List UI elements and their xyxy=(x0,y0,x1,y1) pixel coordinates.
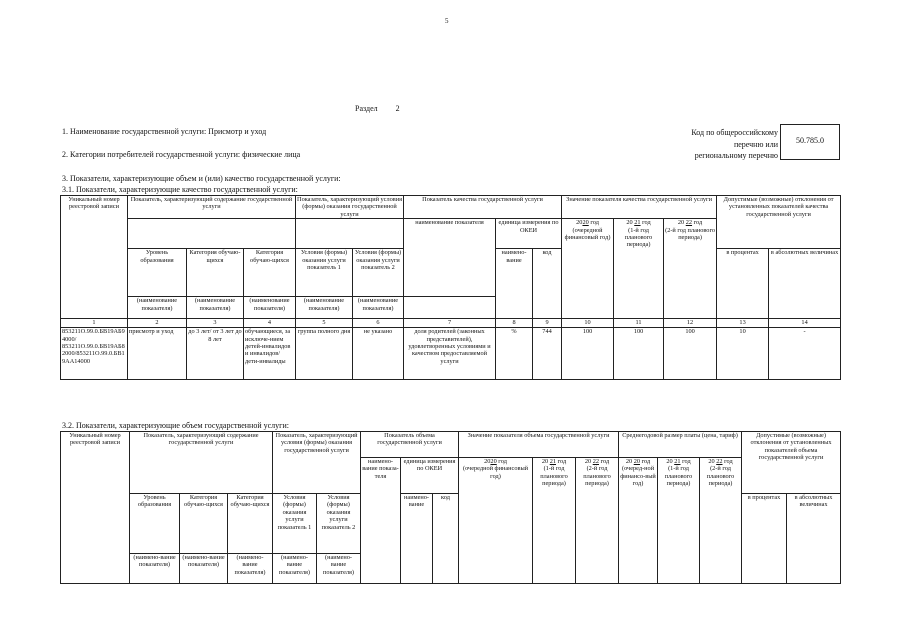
q-col-number: 3 xyxy=(187,319,244,328)
q-row-category: обучающиеся, за исключе-нием детей-инвалидов и инвалидов/ дети-инвалиды xyxy=(244,328,296,380)
section3-title: 3. Показатели, характеризующие объем и (или) качество государственной услуги: xyxy=(62,174,341,183)
v-h-fee-year3: 20 22 год (2-й год планового периода) xyxy=(700,458,742,584)
q-name-label: (наименование показателя) xyxy=(296,297,353,319)
v-h-volume: Показатель объема государственной услуги xyxy=(361,432,459,458)
v-h-unit-code: код xyxy=(433,494,459,584)
q-col-number: 5 xyxy=(296,319,353,328)
q-col-number: 7 xyxy=(404,319,496,328)
q-row-abs: - xyxy=(769,328,841,380)
q-row-unit: % xyxy=(496,328,533,380)
volume-table xyxy=(60,431,841,584)
q-h-conditions: Показатель, характеризующий условия (формы) оказания государственной услуги xyxy=(297,196,402,218)
v-h-unit: единица измерения по ОКЕИ xyxy=(401,458,459,494)
q-h-conditions-gap xyxy=(296,219,404,249)
v-name-label: (наимено-вание показателя) xyxy=(130,554,180,584)
v-h-fee: Среднегодовой размер платы (цена, тариф) xyxy=(619,432,742,458)
v-sub-category1: Категория обучаю-щихся xyxy=(180,494,228,554)
v-h-conditions: Показатель, характеризующий условия (формы) оказания государственной услуги xyxy=(273,432,361,494)
q-row-v2: 100 xyxy=(614,328,664,380)
v-h-vol-year3: 20 22 год (2-й год планового периода) xyxy=(576,458,619,584)
q-h-unit: единица измерения по ОКЕИ xyxy=(496,219,562,249)
v-h-unit-name: наимено-вание xyxy=(401,494,433,584)
q-sub-cond1: Условия (формы) оказания услуги показатель 1 xyxy=(296,249,353,297)
q-col-number: 9 xyxy=(533,319,562,328)
v-h-fee-year2: 20 21 год (1-й год планового периода) xyxy=(658,458,700,584)
v-name-label: (наимено-вание показателя) xyxy=(273,554,317,584)
v-sub-cond2: Условия (формы) оказания услуги показатель 2 xyxy=(317,494,361,554)
q-h-unit-code: код xyxy=(533,249,562,319)
q-col-number: 10 xyxy=(562,319,614,328)
table-row xyxy=(61,328,841,380)
v-h-vol-year2: 20 21 год (1-й год планового периода) xyxy=(533,458,576,584)
volume-title: 3.2. Показатели, характеризующие объем государственной услуги: xyxy=(62,421,289,430)
q-row-code-okei: 744 xyxy=(533,328,562,380)
v-h-percent: в процентах xyxy=(742,494,787,584)
q-h-indicator-name: наименование показателя xyxy=(404,219,496,297)
v-h-deviation: Допустимые (возможные) отклонения от установленных показателей объема государственной услуги xyxy=(742,432,841,494)
code-label xyxy=(640,127,778,162)
q-row-cond2: не указано xyxy=(353,328,404,380)
quality-title: 3.1. Показатели, характеризующие качество государственной услуги: xyxy=(62,185,298,194)
q-name-label: (наименование показателя) xyxy=(187,297,244,319)
q-h-content-gap xyxy=(128,219,296,249)
v-h-vol-year1: 2020 год (очередной финансовый год) xyxy=(459,458,533,584)
q-sub-cond2: Условия (формы) оказания услуги показатель 2 xyxy=(353,249,404,297)
q-h-quality: Показатель качества государственной услуги xyxy=(404,196,562,219)
q-h-percent: в процентах xyxy=(717,249,769,319)
page-number: 5 xyxy=(445,17,449,25)
v-h-absolute: в абсолютных величинах xyxy=(787,494,841,584)
q-row-pct: 10 xyxy=(717,328,769,380)
q-h-year1: 2020 год (очередной финансовый год) xyxy=(562,219,614,319)
section-label-text: Раздел xyxy=(355,104,378,113)
v-name-label: (наимено-вание показателя) xyxy=(228,554,273,584)
quality-table xyxy=(60,195,841,380)
code-value-box: 50.785.0 xyxy=(780,124,840,160)
v-sub-cond1: Условия (формы) оказания услуги показатель 1 xyxy=(273,494,317,554)
section-number: 2 xyxy=(395,104,400,113)
v-h-fee-year1: 20 20 год (очеред-ной финансо-вый год) xyxy=(619,458,658,584)
q-h-content: Показатель, характеризующий содержание государственной услуги xyxy=(128,196,296,219)
q-name-label: (наименование показателя) xyxy=(244,297,296,319)
q-row-indicator: доля родителей (законных представителей), удовлетворенных условиями и качеством предоставляемой услуги xyxy=(404,328,496,380)
q-col-number: 12 xyxy=(664,319,717,328)
q-row-age: до 3 лет/ от 3 лет до 8 лет xyxy=(187,328,244,380)
q-h-absolute: в абсолютных величинах xyxy=(769,249,841,319)
v-sub-level: Уровень образования xyxy=(130,494,180,554)
q-sub-category1: Категория обучаю-щихся xyxy=(187,249,244,297)
q-col-number: 13 xyxy=(717,319,769,328)
q-row-level: присмотр и уход xyxy=(128,328,187,380)
q-row-v3: 100 xyxy=(664,328,717,380)
q-h-unique: Уникальный номер реестровой записи xyxy=(61,196,128,319)
q-sub-category2: Категория обучаю-щихся xyxy=(244,249,296,297)
q-row-cond1: группа полного дня xyxy=(296,328,353,380)
q-name-label: (наименование показателя) xyxy=(353,297,404,319)
q-row-code: 853211О.99.0.БВ19АБ94000/ 853211О.99.0.БВ19АБ82000/853211О.99.0.БВ19АА14000 xyxy=(61,328,128,380)
q-col-number: 8 xyxy=(496,319,533,328)
q-col-number: 11 xyxy=(614,319,664,328)
q-h-unit-name: наимено-вание xyxy=(496,249,533,319)
code-label-line: перечню или xyxy=(733,139,778,149)
v-h-content: Показатель, характеризующий содержание государственной услуги xyxy=(130,432,273,494)
q-h-year3: 20 22 год (2-й год планового периода) xyxy=(664,219,717,319)
v-name-label: (наимено-вание показателя) xyxy=(317,554,361,584)
code-label-line: региональному перечню xyxy=(694,151,778,160)
v-sub-category2: Категория обучаю-щихся xyxy=(228,494,273,554)
q-col-number: 14 xyxy=(769,319,841,328)
q-col-number: 2 xyxy=(128,319,187,328)
service-consumers: 2. Категории потребителей государственной услуги: физические лица xyxy=(62,150,301,159)
v-h-unique: Уникальный номер реестровой записи xyxy=(61,432,130,584)
section-label xyxy=(355,104,400,113)
q-row-v1: 100 xyxy=(562,328,614,380)
v-h-indicator-name: наимено-вание показа-теля xyxy=(361,458,401,584)
code-label-line: Код по общероссийскому xyxy=(691,128,778,137)
service-name: 1. Наименование государственной услуги: Присмотр и уход xyxy=(62,127,267,136)
q-col-number: 1 xyxy=(61,319,128,328)
q-h-deviation: Допустимые (возможные) отклонения от установленных показателей качества государственной услуги xyxy=(717,196,841,249)
q-name-label: (наименование показателя) xyxy=(128,297,187,319)
q-sub-level: Уровень образования xyxy=(128,249,187,297)
v-name-label: (наимено-вание показателя) xyxy=(180,554,228,584)
q-h-values: Значение показателя качества государственной услуги xyxy=(562,196,717,219)
q-col-number: 6 xyxy=(353,319,404,328)
q-h-year2: 20 21 год (1-й год планового периода) xyxy=(614,219,664,319)
v-h-values: Значение показателя объема государственной услуги xyxy=(459,432,619,458)
q-col-number: 4 xyxy=(244,319,296,328)
